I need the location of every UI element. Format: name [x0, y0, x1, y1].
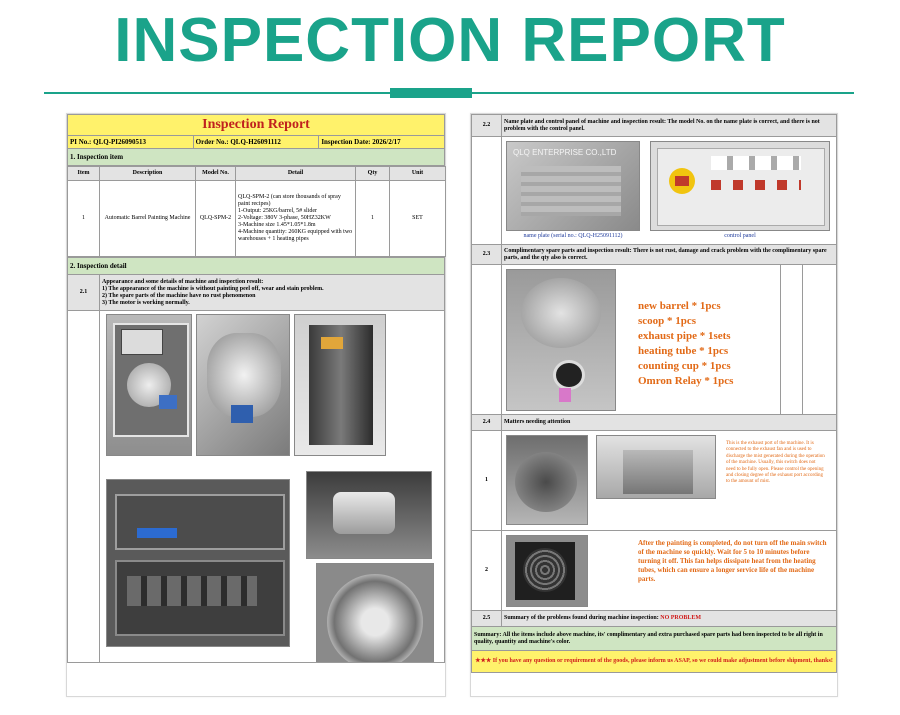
- inspection-detail-table: [67, 257, 445, 663]
- table-row: [68, 181, 446, 257]
- inspection-item-table: [67, 166, 446, 257]
- counting-cup: [553, 360, 585, 390]
- indicator-lights: [711, 180, 801, 190]
- report-page-right: [470, 113, 838, 697]
- col-header-description: Description: [100, 167, 196, 181]
- nameplate-brand: QLQ ENTERPRISE CO.,LTD: [513, 148, 617, 157]
- cell-item: 1: [68, 181, 100, 257]
- header-banner: [0, 0, 900, 100]
- spare-parts-photo: [506, 269, 616, 411]
- matter-1-content: [502, 431, 837, 531]
- problem-summary: [502, 611, 837, 627]
- list-item: counting cup * 1pcs: [638, 360, 731, 372]
- section-inspection-detail: 2. Inspection detail: [68, 258, 445, 275]
- motor-label: [321, 337, 343, 349]
- detail-line: 3) The motor is working normally.: [102, 299, 190, 306]
- list-item: heating tube * 1pcs: [638, 345, 729, 357]
- section-number-2-5: 2.5: [472, 611, 502, 627]
- nameplate-plate: [521, 166, 621, 216]
- detail-line: 3-Machine size 1.45*1.05*1.8m: [238, 222, 316, 228]
- cell-unit: SET: [390, 181, 446, 257]
- matter-1-text: This is the exhaust port of the machine. It is connected to the exhaust fan and is used to discharge the mist generated during the operation of the machine. Usually, this switch does not need to be fully open. Please control the opening and closing degree of the exhaust port according to the amount of mist.: [726, 441, 825, 485]
- inspection-date: Inspection Date: 2026/2/17: [319, 136, 445, 149]
- motor-photo: [294, 314, 386, 456]
- photo-row-spacer: [68, 311, 100, 663]
- nameplate-photos: [502, 137, 837, 245]
- machine-photos: [100, 311, 445, 663]
- cooling-fan-photo: [506, 535, 588, 607]
- barrel-closeup-photo: [196, 314, 290, 456]
- meters: [711, 156, 801, 170]
- exhaust-port-photo: [506, 435, 588, 525]
- nameplate-caption: name plate (serial no.: QLQ-H25091112): [523, 233, 623, 239]
- detail-line: 1) The appearance of the machine is without painting peel off, wear and stain problem.: [102, 285, 324, 292]
- col-header-detail: Detail: [236, 167, 356, 181]
- cell-description: Automatic Barrel Painting Machine: [100, 181, 196, 257]
- spare-parts-list: [638, 299, 758, 389]
- matter-2-content: [502, 531, 837, 611]
- report-page-left: [66, 113, 446, 697]
- col-header-model: Model No.: [196, 167, 236, 181]
- fan-grill-icon: [523, 548, 567, 592]
- detail-line: QLQ-SPM-2 (can store thousands of spray paint recipes): [238, 194, 341, 207]
- upper-compartment: [115, 494, 285, 550]
- exhaust-pipe-photo: [596, 435, 716, 499]
- banner-title: INSPECTION REPORT: [114, 6, 786, 75]
- detail-line: 4-Machine quantity: 260KG equipped with two warehouses + 1 heating pipes: [238, 229, 353, 242]
- section-number-2-3: 2.3: [472, 245, 502, 265]
- relay: [559, 388, 571, 402]
- barrel-top-photo: [316, 563, 434, 663]
- list-item: Omron Relay * 1pcs: [638, 375, 734, 387]
- nameplate-table: [471, 114, 837, 673]
- electrical-box-photo: [106, 479, 290, 647]
- photo-row-spacer: [472, 265, 502, 415]
- spray-gun: [333, 492, 395, 534]
- report-header-table: [67, 114, 445, 166]
- order-number: Order No.: QLQ-H26091112: [193, 136, 319, 149]
- matter-2-text: After the painting is completed, do not turn off the main switch of the machine so quickly. Wait for 5 to 10 minutes before turning it off. This fan helps dissipate heat from the heating tubes, which can ensure a longer service life of the machine parts.: [638, 539, 827, 583]
- nameplate-description: Name plate and control panel of machine and inspection result: The model No. on the name plate is correct, and there is not problem with the control panel.: [502, 115, 837, 137]
- matter-number-2: 2: [472, 531, 502, 611]
- components: [127, 576, 257, 606]
- attention-heading: Matters needing attention: [502, 415, 837, 431]
- detail-number: 2.1: [68, 275, 100, 311]
- column-divider: [780, 265, 781, 415]
- col-header-unit: Unit: [390, 167, 446, 181]
- new-barrel: [521, 278, 601, 348]
- switch-knob: [675, 176, 689, 186]
- col-header-qty: Qty: [356, 167, 390, 181]
- list-item: scoop * 1pcs: [638, 315, 697, 327]
- blue-gear: [231, 405, 253, 423]
- notice-text: ★★★ If you have any question or requirement of the goods, please inform us ASAP, so we could make adjustment before shipment, thanks!: [472, 651, 837, 673]
- spray-gun-photo: [306, 471, 432, 559]
- exhaust-pipe: [515, 452, 577, 512]
- detail-line: 2-Voltage: 380V 3-phase, 50HZ32KW: [238, 215, 331, 221]
- spare-parts-description: Complimentary spare parts and inspection result: There is not rust, damage and crack problem with the complimentary spare parts, and the qty also is correct.: [502, 245, 837, 265]
- control-panel-photo: [650, 141, 830, 231]
- list-item: new barrel * 1pcs: [638, 300, 721, 312]
- barrel-opening: [327, 574, 423, 663]
- banner-accent-bar: [390, 88, 472, 98]
- machine-front-photo: [106, 314, 192, 456]
- photo-row-spacer: [472, 137, 502, 245]
- section-number-2-2: 2.2: [472, 115, 502, 137]
- detail-line: 2) The spare parts of the machine have no rust phenomenon: [102, 292, 256, 299]
- terminal-block: [137, 528, 177, 538]
- section-number-2-4: 2.4: [472, 415, 502, 431]
- list-item: exhaust pipe * 1sets: [638, 330, 731, 342]
- nameplate-photo: [506, 141, 640, 231]
- pi-number: PI No.: QLQ-PI26090513: [68, 136, 194, 149]
- cell-detail: [236, 181, 356, 257]
- detail-line: Appearance and some details of machine and inspection result:: [102, 278, 264, 285]
- report-title: Inspection Report: [68, 115, 445, 136]
- cell-model: QLQ-SPM-2: [196, 181, 236, 257]
- column-divider: [802, 265, 803, 415]
- summary-text: Summary: All the items include above machine, its' complimentary and extra purchased spare parts had been inspected to be all right in quality, quantity and machine's color.: [472, 627, 837, 651]
- pipe-cylinder: [623, 450, 693, 494]
- matter-number-1: 1: [472, 431, 502, 531]
- detail-description: [100, 275, 445, 311]
- control-box: [121, 329, 163, 355]
- blue-motor: [159, 395, 177, 409]
- spare-parts-content: [502, 265, 837, 415]
- cell-qty: 1: [356, 181, 390, 257]
- control-panel-caption: control panel: [724, 233, 756, 239]
- problem-summary-label: Summary of the problems found during machine inspection:: [504, 615, 661, 621]
- col-header-item: Item: [68, 167, 100, 181]
- section-inspection-item: 1. Inspection item: [68, 149, 445, 166]
- status-badge: NO PROBLEM: [660, 615, 702, 621]
- detail-line: 1-Output: 25KG/barrel, 5# slider: [238, 208, 317, 214]
